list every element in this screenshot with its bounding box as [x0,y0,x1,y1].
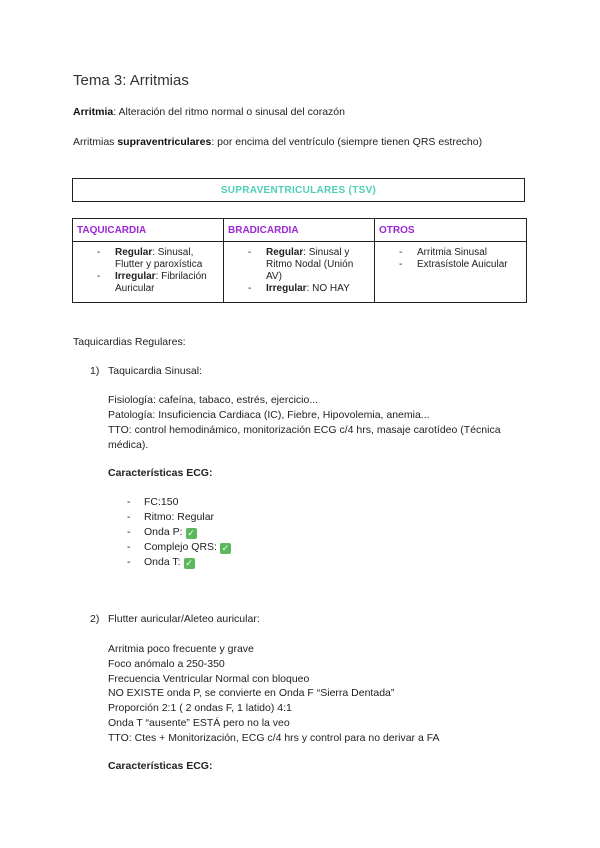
item-label: Flutter auricular/Aleteo auricular: [108,613,260,625]
regulares-heading: Taquicardias Regulares: [73,336,186,348]
list-item: - Regular: Sinusal, Flutter y paroxística [97,247,203,270]
item-label: Taquicardia Sinusal: [108,365,202,377]
list-item: - Onda T: ✓ [127,556,193,568]
flutter-line: TTO: Ctes + Monitorización, ECG c/4 hrs y control para no derivar a FA [108,732,440,744]
page-title: Tema 3: Arritmias [73,72,189,89]
definition-text: : Alteración del ritmo normal o sinusal del corazón [113,106,345,118]
flutter-line: Proporción 2:1 ( 2 ondas F, 1 latido) 4:1 [108,702,292,714]
tsv-title: SUPRAVENTRICULARES (TSV) [220,184,377,196]
cell-taquicardia [73,242,224,303]
supra-text: : por encima del ventrículo (siempre tienen QRS estrecho) [211,136,483,148]
sinusal-ecg-list [127,495,231,570]
sinusal-tto: TTO: control hemodinámico, monitorización ECG c/4 hrs, masaje carotídeo (Técnica médica). [108,424,501,451]
table-row [73,242,527,303]
flutter-line: Frecuencia Ventricular Normal con bloqueo [108,673,310,685]
supra-prefix: Arritmias [73,136,118,148]
check-icon: ✓ [187,528,195,538]
flutter-ecg-heading: Características ECG: [108,760,213,772]
arritmia-definition [73,106,345,118]
cell-bradicardia [224,242,375,303]
header-bradicardia: BRADICARDIA [224,219,375,242]
item-taquicardia-sinusal: 1) Taquicardia Sinusal: [90,365,202,377]
flutter-line: Onda T “ausente” ESTÁ pero no la veo [108,717,290,729]
check-icon: ✓ [221,543,230,553]
list-item: - Extrasístole Auicular [399,259,508,270]
list-item: - Regular: Sinusal y Ritmo Nodal (Unión AV) [248,247,354,282]
definition-term: Arritmia [73,106,114,118]
list-item: - Onda P: ✓ [127,526,195,538]
item-flutter-auricular: 2) Flutter auricular/Aleteo auricular: [90,613,260,625]
supra-definition [73,136,482,148]
header-taquicardia: TAQUICARDIA [73,219,224,242]
sinusal-fisiologia: Fisiología: cafeína, tabaco, estrés, ejercicio... [108,394,319,406]
cell-otros [375,242,527,303]
list-item: - Irregular: NO HAY [248,283,350,294]
supra-term: supraventriculares [117,136,212,148]
list-item: - Arritmia Sinusal [399,247,488,258]
list-item: - FC:150 [127,496,179,508]
list-item: - Irregular: Fibrilación Auricular [97,271,207,294]
sinusal-ecg-heading: Características ECG: [108,467,213,479]
flutter-line: Foco anómalo a 250-350 [108,658,225,670]
check-icon: ✓ [185,558,193,568]
tsv-table [72,218,527,303]
list-item: - Complejo QRS: ✓ [127,541,230,553]
flutter-line: NO EXISTE onda P, se convierte en Onda F “Sierra Dentada” [108,687,395,699]
tsv-title-box [72,178,525,202]
table-header-row [73,219,527,242]
sinusal-patologia: Patología: Insuficiencia Cardiaca (IC), Fiebre, Hipovolemia, anemia... [108,409,430,421]
flutter-line: Arritmia poco frecuente y grave [108,643,254,655]
list-item: - Ritmo: Regular [127,511,215,523]
header-otros: OTROS [375,219,527,242]
